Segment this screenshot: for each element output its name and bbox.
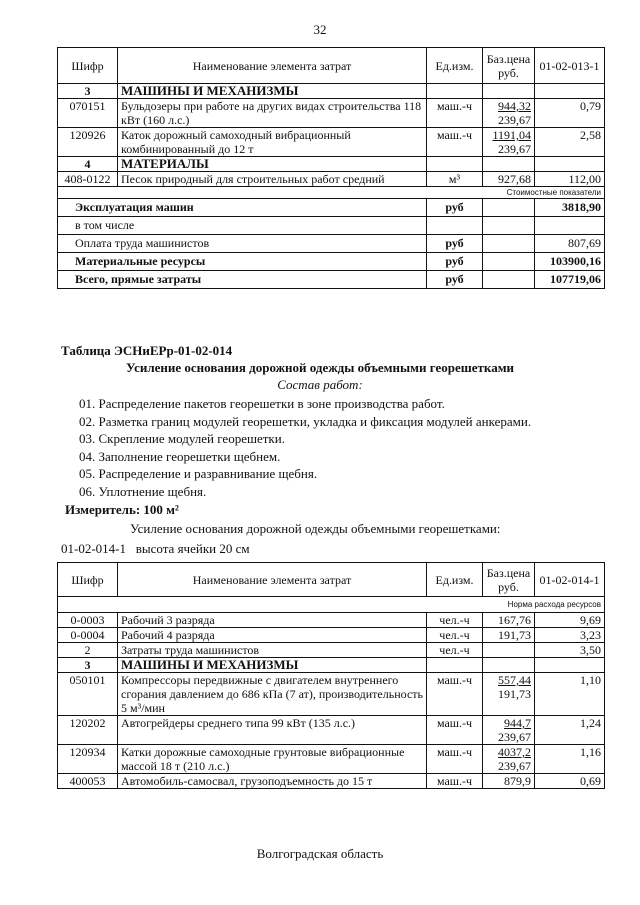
header-name: Наименование элемента затрат xyxy=(118,563,427,597)
row-price xyxy=(483,745,535,774)
header-price: Баз.цена руб. xyxy=(483,48,535,84)
row-wage-value: 191,73 xyxy=(498,687,531,701)
header-code: Шифр xyxy=(58,48,118,84)
row-value: 1,10 xyxy=(535,673,605,716)
table-header-row xyxy=(58,563,605,597)
row-value: 0,79 xyxy=(535,99,605,128)
work-item: 03. Скрепление модулей георешетки. xyxy=(79,431,285,446)
header-price: Баз.цена руб. xyxy=(483,563,535,597)
row-value: 1,24 xyxy=(535,716,605,745)
summary-name: Материальные ресурсы xyxy=(58,253,427,271)
summary-name: в том числе xyxy=(58,217,427,235)
row-value: 2,58 xyxy=(535,128,605,157)
summary-empty xyxy=(483,253,535,271)
row-value: 0,69 xyxy=(535,774,605,789)
row-price xyxy=(483,157,535,172)
table-row xyxy=(58,673,605,716)
table-row xyxy=(58,716,605,745)
row-code: 4 xyxy=(58,157,118,172)
row-code: 3 xyxy=(58,658,118,673)
row-unit: чел.-ч xyxy=(427,613,483,628)
page-number: 32 xyxy=(313,22,327,37)
header-code: Шифр xyxy=(58,563,118,597)
summary-row xyxy=(58,217,605,235)
row-unit xyxy=(427,157,483,172)
row-code: 120934 xyxy=(58,745,118,774)
code-line: 01-02-014-1 высота ячейки 20 см xyxy=(61,541,250,556)
works-list xyxy=(79,395,531,500)
table-row xyxy=(58,745,605,774)
row-price xyxy=(483,628,535,643)
row-price xyxy=(483,99,535,128)
summary-row xyxy=(58,199,605,217)
table-row xyxy=(58,99,605,128)
row-unit: маш.-ч xyxy=(427,716,483,745)
row-unit: маш.-ч xyxy=(427,745,483,774)
table-header-row xyxy=(58,48,605,84)
work-item: 04. Заполнение георешетки щебнем. xyxy=(79,448,281,464)
row-value xyxy=(535,658,605,673)
table-row xyxy=(58,643,605,658)
row-price xyxy=(483,716,535,745)
row-name: Рабочий 3 разряда xyxy=(118,613,427,628)
norm-label-row xyxy=(58,597,605,613)
row-price xyxy=(483,643,535,658)
footer-region: Волгоградская область xyxy=(256,846,384,861)
table-row xyxy=(58,774,605,789)
row-value: 3,50 xyxy=(535,643,605,658)
row-code: 400053 xyxy=(58,774,118,789)
summary-unit: руб xyxy=(427,199,483,217)
summary-value xyxy=(535,217,605,235)
row-code: 070151 xyxy=(58,99,118,128)
row-unit xyxy=(427,84,483,99)
row-unit xyxy=(427,658,483,673)
summary-unit: руб xyxy=(427,271,483,289)
header-name: Наименование элемента затрат xyxy=(118,48,427,84)
header-norm-code: 01-02-013-1 xyxy=(535,48,605,84)
row-name: Катки дорожные самоходные грунтовые вибрационные массой 18 т (210 л.с.) xyxy=(118,745,427,774)
summary-empty xyxy=(483,217,535,235)
summary-name: Оплата труда машинистов xyxy=(58,235,427,253)
row-value: 112,00 xyxy=(535,172,605,187)
row-value: 9,69 xyxy=(535,613,605,628)
work-item: 06. Уплотнение щебня. xyxy=(79,483,207,499)
table-title: Таблица ЭСНиЕРр-01-02-014 xyxy=(61,343,233,358)
summary-unit: руб xyxy=(427,235,483,253)
header-unit: Ед.изм. xyxy=(427,563,483,597)
summary-empty xyxy=(483,235,535,253)
work-item: 01. Распределение пакетов георешетки в зоне производства работ. xyxy=(79,396,445,411)
row-wage-value: 239,67 xyxy=(498,730,531,744)
summary-unit xyxy=(427,217,483,235)
row-name: МАШИНЫ И МЕХАНИЗМЫ xyxy=(118,658,427,673)
row-value xyxy=(535,84,605,99)
row-name: Автогрейдеры среднего типа 99 кВт (135 л.с.) xyxy=(118,716,427,745)
section-row xyxy=(58,157,605,172)
cost-indicators-row xyxy=(58,187,605,199)
summary-row xyxy=(58,271,605,289)
section-heading: Усиление основания дорожной одежды объемными георешетками xyxy=(125,360,515,375)
row-value: 1,16 xyxy=(535,745,605,774)
summary-unit: руб xyxy=(427,253,483,271)
row-name: Компрессоры передвижные с двигателем внутреннего сгорания давлением до 686 кПа (7 ат), производительность 5 м³/мин xyxy=(118,673,427,716)
row-code: 0-0004 xyxy=(58,628,118,643)
row-price xyxy=(483,658,535,673)
row-price-value: 944,7 xyxy=(504,716,531,730)
section-row xyxy=(58,658,605,673)
row-wage-value: 239,67 xyxy=(498,759,531,773)
row-name: Каток дорожный самоходный вибрационный комбинированный до 12 т xyxy=(118,128,427,157)
row-code: 408-0122 xyxy=(58,172,118,187)
row-price xyxy=(483,172,535,187)
row-name: Затраты труда машинистов xyxy=(118,643,427,658)
row-wage-value: 239,67 xyxy=(498,142,531,156)
row-price-value: 1191,04 xyxy=(492,128,531,142)
row-code: 120202 xyxy=(58,716,118,745)
summary-row xyxy=(58,253,605,271)
row-price xyxy=(483,84,535,99)
row-unit: маш.-ч xyxy=(427,99,483,128)
row-code: 3 xyxy=(58,84,118,99)
summary-name: Эксплуатация машин xyxy=(58,199,427,217)
row-price-value: 4037,2 xyxy=(498,745,531,759)
row-price-value: 167,76 xyxy=(498,613,531,627)
row-name: Автомобиль-самосвал, грузоподъемность до 15 т xyxy=(118,774,427,789)
row-code: 0-0003 xyxy=(58,613,118,628)
norm-label: Норма расхода ресурсов xyxy=(58,597,605,613)
row-name: Рабочий 4 разряда xyxy=(118,628,427,643)
work-item: 02. Разметка границ модулей георешетки, укладка и фиксация модулей анкерами. xyxy=(79,413,532,429)
row-code: 050101 xyxy=(58,673,118,716)
row-price xyxy=(483,613,535,628)
row-price-value: 191,73 xyxy=(498,628,531,642)
row-price xyxy=(483,673,535,716)
measure-unit: Измеритель: 100 м² xyxy=(65,502,179,517)
row-code: 120926 xyxy=(58,128,118,157)
summary-value: 107719,06 xyxy=(535,271,605,289)
row-price xyxy=(483,774,535,789)
row-price-value: 927,68 xyxy=(498,172,531,186)
row-price-value: 944,32 xyxy=(498,99,531,113)
row-price-value: 879,9 xyxy=(504,774,531,788)
table-row xyxy=(58,613,605,628)
row-wage-value: 239,67 xyxy=(498,113,531,127)
row-value: 3,23 xyxy=(535,628,605,643)
subheading: Усиление основания дорожной одежды объемными георешетками: xyxy=(130,521,501,536)
header-unit: Ед.изм. xyxy=(427,48,483,84)
row-unit: маш.-ч xyxy=(427,673,483,716)
row-code: 2 xyxy=(58,643,118,658)
resource-table-2 xyxy=(57,562,605,789)
row-unit: чел.-ч xyxy=(427,628,483,643)
row-unit: м³ xyxy=(427,172,483,187)
table-row xyxy=(58,172,605,187)
table-row xyxy=(58,628,605,643)
row-name: Бульдозеры при работе на других видах строительства 118 кВт (160 л.с.) xyxy=(118,99,427,128)
work-item: 05. Распределение и разравнивание щебня. xyxy=(79,466,318,481)
row-unit: маш.-ч xyxy=(427,128,483,157)
row-name: МАШИНЫ И МЕХАНИЗМЫ xyxy=(118,84,427,99)
header-norm-code: 01-02-014-1 xyxy=(535,563,605,597)
row-name: Песок природный для строительных работ средний xyxy=(118,172,427,187)
summary-empty xyxy=(483,199,535,217)
summary-value: 807,69 xyxy=(535,235,605,253)
row-value xyxy=(535,157,605,172)
cost-indicators-label: Стоимостные показатели xyxy=(58,187,605,199)
row-unit: чел.-ч xyxy=(427,643,483,658)
summary-empty xyxy=(483,271,535,289)
summary-row xyxy=(58,235,605,253)
summary-name: Всего, прямые затраты xyxy=(58,271,427,289)
section-row xyxy=(58,84,605,99)
summary-value: 3818,90 xyxy=(535,199,605,217)
resource-table-1 xyxy=(57,47,605,289)
row-price xyxy=(483,128,535,157)
table-row xyxy=(58,128,605,157)
row-name: МАТЕРИАЛЫ xyxy=(118,157,427,172)
summary-value: 103900,16 xyxy=(535,253,605,271)
row-price-value: 557,44 xyxy=(498,673,531,687)
works-title: Состав работ: xyxy=(277,377,363,392)
row-unit: маш.-ч xyxy=(427,774,483,789)
